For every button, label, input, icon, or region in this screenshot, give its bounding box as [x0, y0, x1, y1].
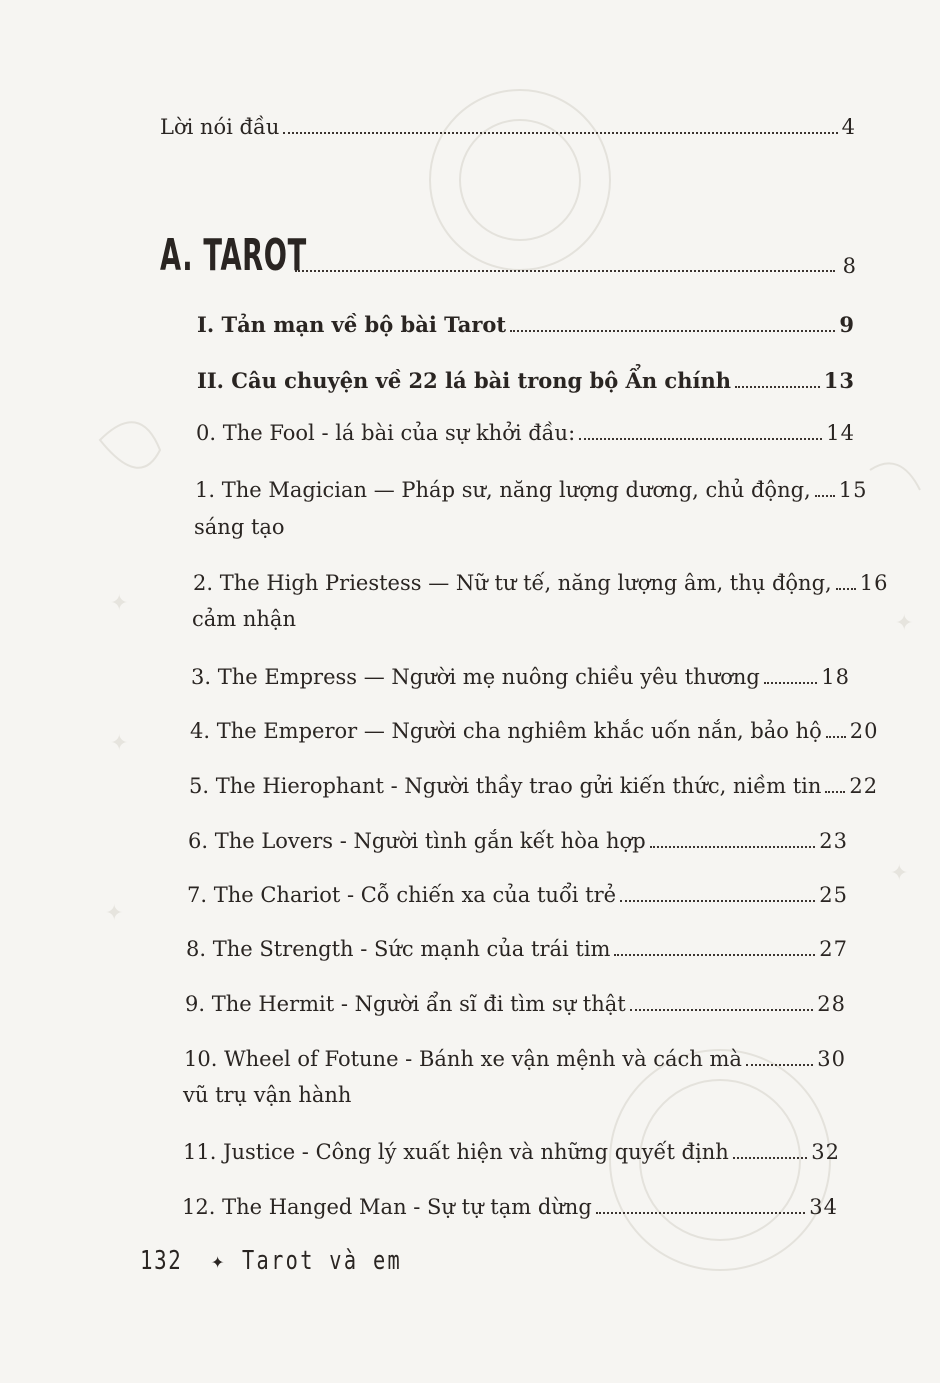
toc-entry-label: 7. The Chariot - Cỗ chiến xa của tuổi trẻ — [187, 883, 617, 907]
toc-entry-page: 13 — [823, 368, 855, 393]
toc-entry-9[interactable] — [187, 882, 848, 908]
svg-text:✦: ✦ — [890, 861, 909, 886]
toc-entry-page: 27 — [819, 937, 848, 961]
dot-leader — [764, 682, 817, 684]
dot-leader — [596, 1212, 806, 1214]
svg-text:✦: ✦ — [895, 611, 914, 636]
toc-entry-label: II. Câu chuyện về 22 lá bài trong bộ Ẩn chính — [197, 368, 731, 393]
toc-entry-page: 18 — [821, 665, 850, 689]
toc-entry-page: 34 — [809, 1195, 838, 1219]
toc-entry-label: 1. The Magician — Pháp sư, năng lượng dương, chủ động, — [195, 478, 811, 502]
toc-entry-page: 4 — [841, 115, 856, 139]
toc-entry-label: 12. The Hanged Man - Sự tự tạm dừng — [182, 1195, 592, 1219]
section-title: A. TAROT — [160, 230, 307, 281]
dot-leader — [825, 791, 845, 793]
toc-entry-14[interactable] — [182, 1194, 838, 1220]
toc-entry-continuation: cảm nhận — [192, 607, 296, 631]
dot-leader — [283, 132, 837, 134]
dot-leader — [826, 736, 846, 738]
toc-entry-page: 20 — [849, 719, 879, 743]
toc-entry-label: I. Tản mạn về bộ bài Tarot — [197, 312, 507, 337]
toc-entry-page: 15 — [838, 478, 868, 502]
toc-entry-7[interactable] — [189, 773, 879, 799]
toc-entry-5[interactable] — [191, 664, 850, 690]
toc-entry-3[interactable] — [195, 477, 868, 503]
star-separator-icon: ✦ — [210, 1248, 225, 1274]
toc-entry-label: 6. The Lovers - Người tình gắn kết hòa hợp — [188, 829, 646, 853]
toc-entry-label: 8. The Strength - Sức mạnh của trái tim — [186, 937, 611, 961]
toc-entry-8[interactable] — [188, 828, 848, 854]
dot-leader — [746, 1064, 813, 1066]
toc-entry-page: 16 — [859, 571, 889, 595]
toc-section-tarot[interactable] — [160, 230, 856, 281]
toc-entry-6[interactable] — [190, 718, 879, 744]
toc-entry-label: 2. The High Priestess — Nữ tư tế, năng lượng âm, thụ động, — [193, 571, 832, 595]
toc-entry-13[interactable] — [183, 1139, 840, 1165]
toc-entry-preface[interactable] — [160, 114, 856, 140]
toc-entry-label: 3. The Empress — Người mẹ nuông chiều yêu thương — [191, 665, 760, 689]
dot-leader — [815, 495, 835, 497]
dot-leader — [579, 438, 822, 440]
svg-text:✦: ✦ — [110, 731, 129, 756]
dot-leader — [650, 846, 816, 848]
toc-entry-4[interactable] — [193, 570, 889, 596]
toc-entry-label: 5. The Hierophant - Người thầy trao gửi kiến thức, niềm tin — [189, 774, 822, 798]
toc-entry-continuation: vũ trụ vận hành — [183, 1083, 352, 1107]
toc-entry-label: 11. Justice - Công lý xuất hiện và những quyết định — [183, 1140, 729, 1164]
toc-entry-2[interactable] — [196, 420, 855, 446]
svg-text:✦: ✦ — [110, 591, 129, 616]
dot-leader — [735, 386, 820, 388]
dot-leader — [733, 1157, 808, 1159]
dot-leader — [295, 270, 835, 272]
toc-entry-0[interactable] — [197, 312, 855, 338]
svg-text:✦: ✦ — [105, 901, 124, 926]
toc-entry-page: 28 — [817, 992, 846, 1016]
toc-entry-12[interactable] — [184, 1046, 846, 1072]
toc-entry-label: 0. The Fool - lá bài của sự khởi đầu: — [196, 421, 576, 445]
toc-entry-page: 9 — [839, 312, 855, 337]
toc-entry-page: 25 — [819, 883, 848, 907]
toc-entry-page: 14 — [826, 421, 855, 445]
toc-entry-continuation: sáng tạo — [194, 515, 285, 539]
page-footer — [140, 1246, 447, 1276]
section-page: 8 — [842, 254, 856, 278]
toc-entry-page: 32 — [811, 1140, 840, 1164]
running-book-title: Tarot và em — [242, 1246, 403, 1276]
toc-entry-10[interactable] — [186, 936, 848, 962]
toc-entry-label: 10. Wheel of Fotune - Bánh xe vận mệnh và cách mà — [184, 1047, 742, 1071]
toc-entry-label: Lời nói đầu — [160, 115, 280, 139]
toc-entry-11[interactable] — [185, 991, 846, 1017]
dot-leader — [614, 954, 815, 956]
toc-entry-1[interactable] — [197, 368, 855, 394]
toc-entry-page: 30 — [817, 1047, 846, 1071]
toc-entry-page: 23 — [819, 829, 848, 853]
dot-leader — [620, 900, 815, 902]
dot-leader — [510, 330, 835, 332]
toc-entry-label: 4. The Emperor — Người cha nghiêm khắc uốn nắn, bảo hộ — [190, 719, 822, 743]
toc-entry-page: 22 — [849, 774, 879, 798]
dot-leader — [836, 588, 856, 590]
dot-leader — [630, 1009, 814, 1011]
page-number: 132 — [140, 1246, 183, 1276]
toc-entry-label: 9. The Hermit - Người ẩn sĩ đi tìm sự thật — [185, 992, 626, 1016]
